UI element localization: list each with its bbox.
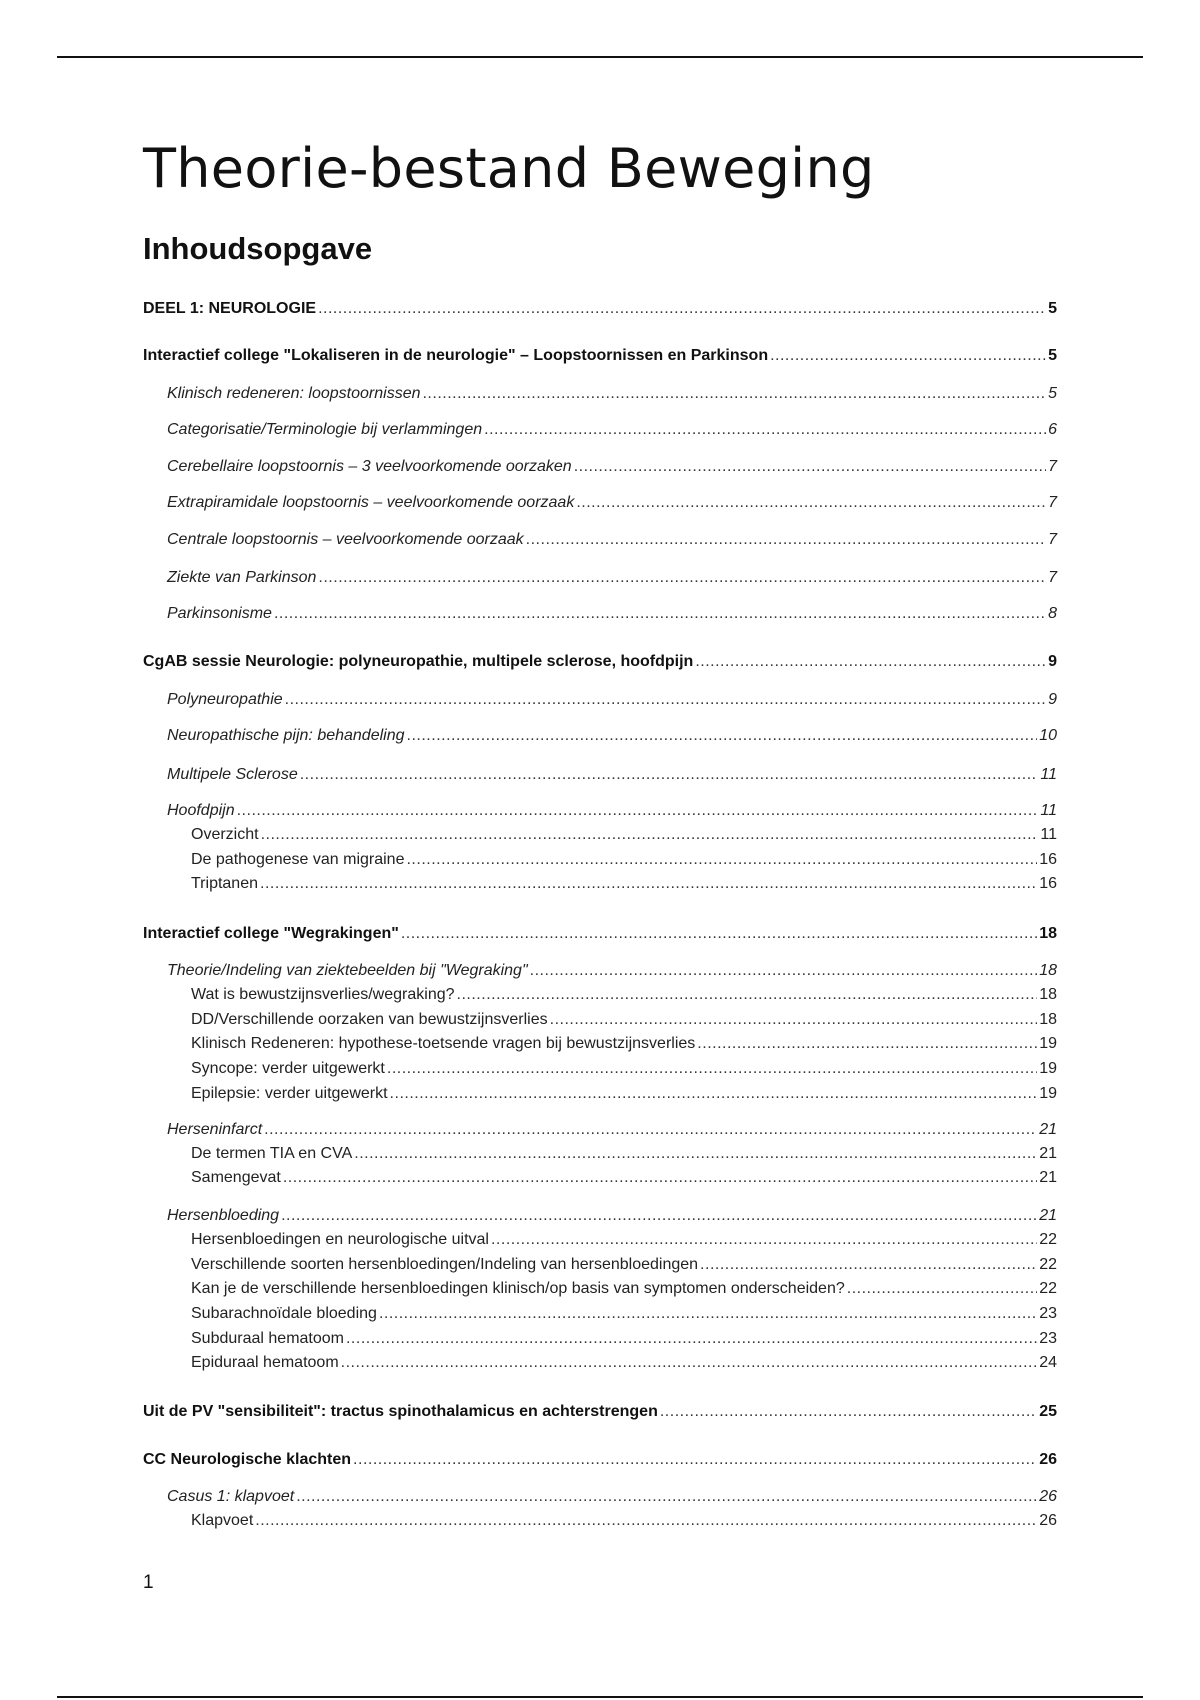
toc-entry-title: Epiduraal hematoom xyxy=(191,1354,339,1371)
toc-entry-title: CC Neurologische klachten xyxy=(143,1451,352,1468)
toc-entry[interactable] xyxy=(191,1277,1057,1299)
toc-entry[interactable] xyxy=(143,344,1057,366)
dot-leader xyxy=(318,299,1046,319)
toc-entry-title: Subduraal hematoom xyxy=(191,1330,344,1347)
toc-entry[interactable] xyxy=(167,724,1057,746)
toc-entry-title: Kan je de verschillende hersenbloedingen klinisch/op basis van symptomen onderscheiden? xyxy=(191,1280,845,1297)
dot-leader xyxy=(387,1059,1037,1079)
toc-entry-page: 22 xyxy=(1039,1231,1057,1248)
toc-entry-page: 9 xyxy=(1048,691,1057,708)
toc-entry-page: 16 xyxy=(1039,851,1057,868)
toc-entry[interactable] xyxy=(167,1204,1057,1226)
toc-entry-title: Subarachnoïdale bloeding xyxy=(191,1305,377,1322)
dot-leader xyxy=(261,825,1039,845)
toc-entry[interactable] xyxy=(143,297,1057,319)
toc-entry[interactable] xyxy=(191,1008,1057,1030)
toc-entry-page: 10 xyxy=(1039,727,1057,744)
dot-leader xyxy=(379,1304,1037,1324)
dot-leader xyxy=(341,1353,1038,1373)
toc-entry[interactable] xyxy=(191,848,1057,870)
toc-entry[interactable] xyxy=(167,455,1057,477)
toc-entry-title: Uit de PV "sensibiliteit": tractus spinothalamicus en achterstrengen xyxy=(143,1403,658,1420)
toc-entry[interactable] xyxy=(191,1509,1057,1531)
toc-entry-title: Theorie/Indeling van ziektebeelden bij "Wegraking" xyxy=(167,962,528,979)
dot-leader xyxy=(576,493,1046,513)
toc-entry-title: Cerebellaire loopstoornis – 3 veelvoorkomende oorzaken xyxy=(167,458,572,475)
toc-heading: Inhoudsopgave xyxy=(143,231,373,266)
toc-entry[interactable] xyxy=(191,1142,1057,1164)
dot-leader xyxy=(406,850,1037,870)
toc-entry-title: Hersenbloeding xyxy=(167,1207,280,1224)
toc-entry-title: DEEL 1: NEUROLOGIE xyxy=(143,300,317,317)
toc-entry[interactable] xyxy=(191,823,1057,845)
toc-entry[interactable] xyxy=(167,418,1057,440)
toc-entry[interactable] xyxy=(167,959,1057,981)
toc-entry-title: Verschillende soorten hersenbloedingen/Indeling van hersenbloedingen xyxy=(191,1256,699,1273)
dot-leader xyxy=(346,1329,1037,1349)
dot-leader xyxy=(550,1010,1038,1030)
dot-leader xyxy=(530,961,1038,981)
toc-entry[interactable] xyxy=(167,602,1057,624)
toc-entry-page: 26 xyxy=(1039,1512,1057,1529)
toc-entry[interactable] xyxy=(191,1166,1057,1188)
toc-entry[interactable] xyxy=(191,1253,1057,1275)
toc-entry[interactable] xyxy=(167,799,1057,821)
toc-entry[interactable] xyxy=(143,650,1057,672)
toc-entry-title: Polyneuropathie xyxy=(167,691,283,708)
toc-entry-page: 18 xyxy=(1039,986,1057,1003)
toc-entry-page: 9 xyxy=(1048,653,1057,670)
dot-leader xyxy=(401,924,1037,944)
dot-leader xyxy=(695,652,1046,672)
toc-entry-page: 7 xyxy=(1048,458,1057,475)
dot-leader xyxy=(422,384,1046,404)
dot-leader xyxy=(296,1487,1037,1507)
dot-leader xyxy=(274,604,1046,624)
toc-entry[interactable] xyxy=(143,922,1057,944)
toc-entry[interactable] xyxy=(167,528,1057,550)
toc-entry[interactable] xyxy=(167,491,1057,513)
toc-entry-title: Hoofdpijn xyxy=(167,802,235,819)
toc-entry-title: Multipele Sclerose xyxy=(167,766,298,783)
toc-entry[interactable] xyxy=(191,1327,1057,1349)
toc-entry-title: Wat is bewustzijnsverlies/wegraking? xyxy=(191,986,455,1003)
toc-entry[interactable] xyxy=(167,1118,1057,1140)
toc-entry-title: De termen TIA en CVA xyxy=(191,1145,353,1162)
toc-entry[interactable] xyxy=(191,1351,1057,1373)
toc-entry-page: 22 xyxy=(1039,1256,1057,1273)
toc-entry-page: 6 xyxy=(1048,421,1057,438)
toc-entry[interactable] xyxy=(167,1485,1057,1507)
toc-entry-page: 16 xyxy=(1039,875,1057,892)
toc-entry-page: 5 xyxy=(1048,300,1057,317)
dot-leader xyxy=(300,765,1039,785)
toc-entry-title: Klinisch redeneren: loopstoornissen xyxy=(167,385,421,402)
dot-leader xyxy=(491,1230,1037,1250)
toc-entry-title: De pathogenese van migraine xyxy=(191,851,405,868)
toc-entry-page: 19 xyxy=(1039,1085,1057,1102)
toc-entry-page: 26 xyxy=(1039,1488,1057,1505)
toc-entry-page: 7 xyxy=(1048,494,1057,511)
toc-entry[interactable] xyxy=(167,566,1057,588)
dot-leader xyxy=(281,1206,1037,1226)
toc-entry-title: Ziekte van Parkinson xyxy=(167,569,317,586)
dot-leader xyxy=(407,726,1038,746)
toc-entry-page: 19 xyxy=(1039,1035,1057,1052)
toc-entry[interactable] xyxy=(191,983,1057,1005)
toc-entry-title: Categorisatie/Terminologie bij verlammingen xyxy=(167,421,483,438)
toc-entry-title: DD/Verschillende oorzaken van bewustzijnsverlies xyxy=(191,1011,548,1028)
dot-leader xyxy=(700,1255,1037,1275)
toc-entry[interactable] xyxy=(191,1302,1057,1324)
toc-entry[interactable] xyxy=(191,1057,1057,1079)
dot-leader xyxy=(574,457,1046,477)
dot-leader xyxy=(354,1144,1037,1164)
toc-entry-title: Parkinsonisme xyxy=(167,605,272,622)
toc-entry-title: Interactief college "Wegrakingen" xyxy=(143,925,399,942)
toc-entry[interactable] xyxy=(167,688,1057,710)
toc-entry-page: 5 xyxy=(1048,385,1057,402)
toc-entry-title: Herseninfarct xyxy=(167,1121,263,1138)
toc-entry-title: Interactief college "Lokaliseren in de neurologie" – Loopstoornissen en Parkinson xyxy=(143,347,769,364)
toc-entry[interactable] xyxy=(143,1448,1057,1470)
toc-entry-page: 11 xyxy=(1040,802,1057,819)
toc-entry-page: 8 xyxy=(1048,605,1057,622)
toc-entry[interactable] xyxy=(167,382,1057,404)
toc-entry[interactable] xyxy=(191,1032,1057,1054)
dot-leader xyxy=(697,1034,1037,1054)
toc-entry-title: Klinisch Redeneren: hypothese-toetsende vragen bij bewustzijnsverlies xyxy=(191,1035,696,1052)
toc-entry-title: Hersenbloedingen en neurologische uitval xyxy=(191,1231,489,1248)
toc-entry-page: 5 xyxy=(1048,347,1057,364)
toc-entry-page: 26 xyxy=(1039,1451,1057,1468)
toc-entry-page: 21 xyxy=(1039,1145,1057,1162)
toc-entry-page: 7 xyxy=(1048,531,1057,548)
toc-entry-page: 18 xyxy=(1039,1011,1057,1028)
toc-entry-page: 23 xyxy=(1039,1330,1057,1347)
toc-entry-page: 24 xyxy=(1039,1354,1057,1371)
toc-entry-page: 21 xyxy=(1039,1121,1057,1138)
toc-entry-page: 21 xyxy=(1039,1169,1057,1186)
toc-entry-page: 18 xyxy=(1039,962,1057,979)
toc-entry[interactable] xyxy=(143,1400,1057,1422)
toc-entry-title: Syncope: verder uitgewerkt xyxy=(191,1060,385,1077)
toc-entry-page: 19 xyxy=(1039,1060,1057,1077)
dot-leader xyxy=(770,346,1046,366)
toc-entry[interactable] xyxy=(167,763,1057,785)
dot-leader xyxy=(264,1120,1037,1140)
footer-rule xyxy=(57,1696,1143,1698)
dot-leader xyxy=(353,1450,1037,1470)
toc-entry-page: 21 xyxy=(1039,1207,1057,1224)
toc-entry-page: 18 xyxy=(1039,925,1057,942)
toc-entry-page: 23 xyxy=(1039,1305,1057,1322)
toc-entry-title: Overzicht xyxy=(191,826,259,843)
dot-leader xyxy=(526,530,1046,550)
dot-leader xyxy=(318,568,1046,588)
dot-leader xyxy=(285,690,1046,710)
toc-entry-title: Neuropathische pijn: behandeling xyxy=(167,727,405,744)
toc-entry-title: Epilepsie: verder uitgewerkt xyxy=(191,1085,388,1102)
toc-entry-page: 11 xyxy=(1040,766,1057,783)
dot-leader xyxy=(283,1168,1037,1188)
dot-leader xyxy=(237,801,1039,821)
dot-leader xyxy=(660,1402,1037,1422)
dot-leader xyxy=(260,874,1037,894)
toc-entry-title: Klapvoet xyxy=(191,1512,254,1529)
toc-entry-page: 7 xyxy=(1048,569,1057,586)
toc-entry[interactable] xyxy=(191,1228,1057,1250)
toc-entry-page: 22 xyxy=(1039,1280,1057,1297)
document-title: Theorie-bestand Beweging xyxy=(143,137,875,200)
toc-entry-page: 25 xyxy=(1039,1403,1057,1420)
page-number: 1 xyxy=(143,1572,154,1593)
toc-entry-title: Samengevat xyxy=(191,1169,281,1186)
dot-leader xyxy=(847,1279,1037,1299)
toc-entry-title: CgAB sessie Neurologie: polyneuropathie, multipele sclerose, hoofdpijn xyxy=(143,653,694,670)
toc-entry-title: Triptanen xyxy=(191,875,258,892)
dot-leader xyxy=(484,420,1046,440)
toc-entry-title: Extrapiramidale loopstoornis – veelvoorkomende oorzaak xyxy=(167,494,575,511)
toc-entry-title: Casus 1: klapvoet xyxy=(167,1488,295,1505)
toc-entry[interactable] xyxy=(191,872,1057,894)
dot-leader xyxy=(457,985,1038,1005)
dot-leader xyxy=(390,1084,1038,1104)
dot-leader xyxy=(255,1511,1037,1531)
toc-entry-page: 11 xyxy=(1040,826,1057,843)
toc-entry[interactable] xyxy=(191,1082,1057,1104)
toc-entry-title: Centrale loopstoornis – veelvoorkomende oorzaak xyxy=(167,531,524,548)
